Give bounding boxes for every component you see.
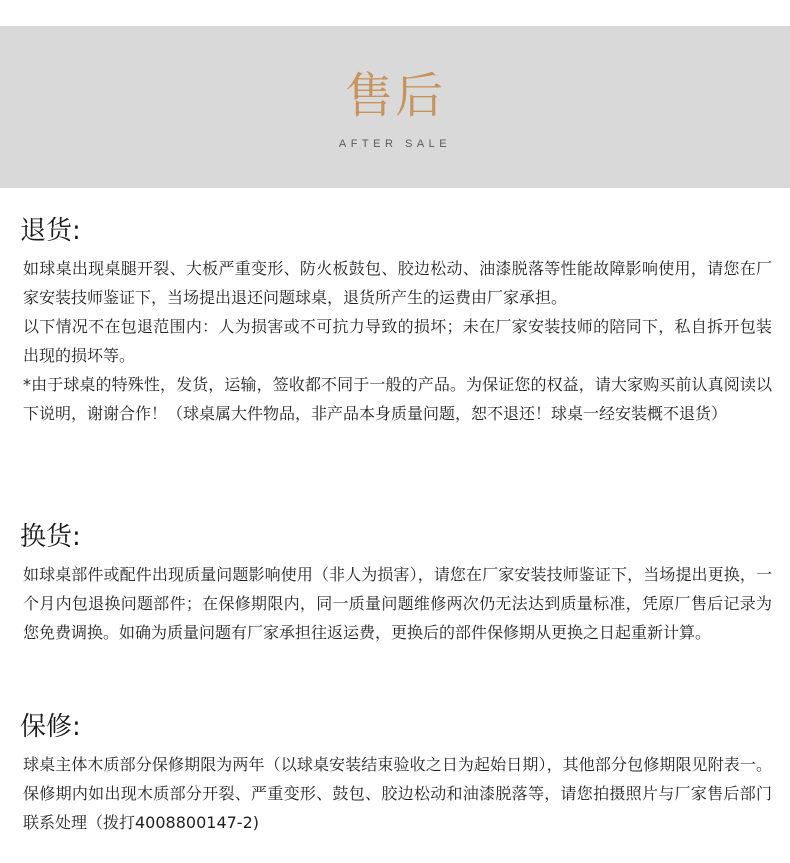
- return-notice-paragraph: *由于球桌的特殊性，发货，运输，签收都不同于一般的产品。为保证您的权益，请大家购买前认真阅读以下说明，谢谢合作！（球桌属大件物品，非产品本身质量问题，恕不退还！球桌一经安装概不退货）: [23, 375, 772, 423]
- banner-subtitle: AFTER SALE: [338, 138, 452, 150]
- exchange-text: [20, 560, 772, 647]
- exchange-heading: 换货:: [20, 522, 81, 552]
- banner-title: 售后: [344, 68, 445, 124]
- return-paragraph: 如球桌出现桌腿开裂、大板严重变形、防火板鼓包、胶边松动、油漆脱落等性能故障影响使用，请您在厂家安装技师鉴证下，当场提出退还问题球桌，退货所产生的运费由厂家承担。: [23, 259, 772, 307]
- warranty-heading: 保修:: [20, 712, 81, 742]
- exchange-paragraph: 如球桌部件或配件出现质量问题影响使用（非人为损害），请您在厂家安装技师鉴证下，当场提出更换，一个月内包退换问题部件；在保修期限内，同一质量问题维修两次仍无法达到质量标准，凭原厂售后记录为您免费调换。如确为质量问题有厂家承担往返运费，更换后的部件保修期从更换之日起重新计算。: [23, 565, 772, 642]
- warranty-text: [20, 750, 772, 837]
- warranty-policy-section: [20, 710, 772, 837]
- exchange-policy-section: [20, 520, 772, 647]
- warranty-paragraph: 球桌主体木质部分保修期限为两年（以球桌安装结束验收之日为起始日期），其他部分包修期限见附表一。保修期内如出现木质部分开裂、严重变形、鼓包、胶边松动和油漆脱落等，请您拍摄照片与厂家售后部门联系处理（拨打4008800147-2): [23, 755, 772, 832]
- return-exclusions-paragraph: 以下情况不在包退范围内：人为损害或不可抗力导致的损坏；未在厂家安装技师的陪同下，私自拆开包装出现的损坏等。: [23, 317, 772, 365]
- return-text: [20, 254, 772, 428]
- after-sale-banner: [0, 26, 790, 188]
- return-policy-section: [20, 214, 772, 428]
- return-heading: 退货:: [20, 216, 81, 246]
